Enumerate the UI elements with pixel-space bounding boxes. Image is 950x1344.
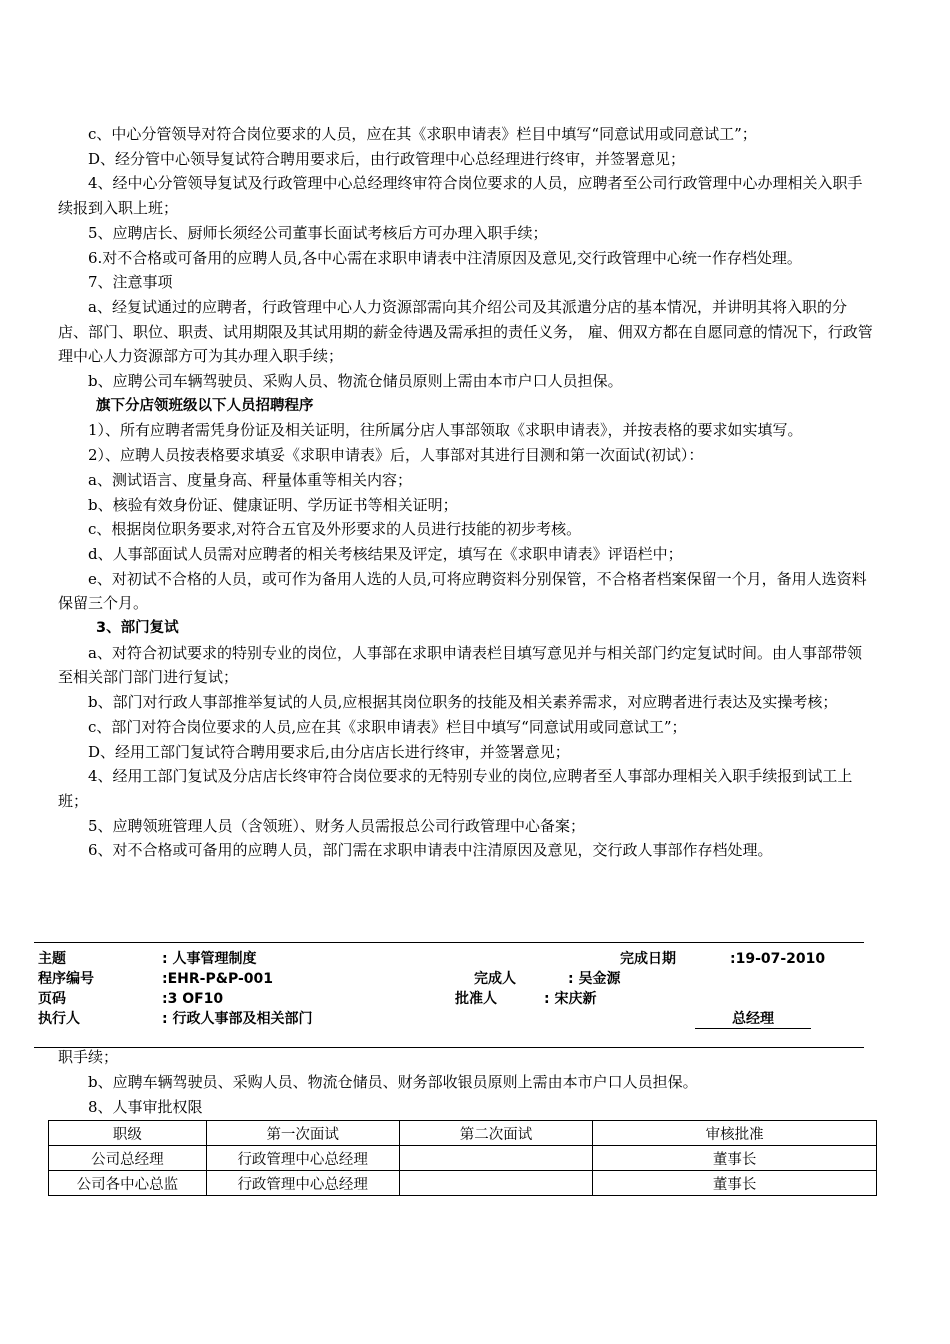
table-header-cell: 第一次面试: [206, 1121, 399, 1146]
page-label: 页码: [38, 991, 66, 1007]
table-row: [49, 1146, 877, 1171]
approver-label: 批准人: [455, 991, 497, 1007]
paragraph: c、中心分管领导对符合岗位要求的人员，应在其《求职申请表》栏目中填写“同意试用或同意试工”；: [88, 125, 757, 143]
paragraph: a、测试语言、度量身高、秤量体重等相关内容；: [88, 470, 412, 489]
approver-value: : 宋庆新: [544, 991, 597, 1007]
paragraph: 1）、所有应聘者需凭身份证及相关证明，往所属分店人事部领取《求职申请表》，并按表格的要求如实填写。: [88, 421, 803, 440]
table-cell: 行政管理中心总经理: [206, 1146, 399, 1171]
paragraph: 4、经用工部门复试及分店店长终审符合岗位要求的无特别专业的岗位,应聘者至人事部办理相关入职手续报到试工上班；: [58, 767, 853, 810]
author-label: 完成人: [474, 971, 516, 987]
paragraph: b、应聘公司车辆驾驶员、采购人员、物流仓储员原则上需由本市户口人员担保。: [88, 372, 623, 391]
section-heading: 3、部门复试: [96, 620, 179, 637]
table-header-row: [49, 1121, 877, 1146]
paragraph: a、经复试通过的应聘者，行政管理中心人力资源部需向其介绍公司及其派遣分店的基本情况，并讲明其将入职的分店、部门、职位、职责、试用期限及其试用期的薪金待遇及需承担的责任义务， 雇、佣双方都在自愿同意的情况下，行政管理中心人力资源部方可为其办理入职手续；: [58, 297, 873, 366]
approval-authority-table: [48, 1120, 877, 1196]
paragraph: 5、应聘店长、厨师长须经公司董事长面试考核后方可办理入职手续；: [88, 223, 548, 242]
paragraph: c、根据岗位职务要求,对符合五官及外形要求的人员进行技能的初步考核。: [88, 520, 582, 539]
paragraph: b、部门对行政人事部推举复试的人员,应根据其岗位职务的技能及相关素养需求，对应聘者进行表达及实操考核；: [88, 693, 838, 712]
paragraph: 6.对不合格或可备用的应聘人员,各中心需在求职申请表中注清原因及意见,交行政管理中心统一作存档处理。: [88, 248, 802, 267]
main-text: [58, 122, 876, 863]
date-label: 完成日期: [620, 951, 676, 967]
paragraph: e、对初试不合格的人员，或可作为备用人选的人员,可将应聘资料分别保管，不合格者档案保留一个月，备用人选资料保留三个月。: [58, 569, 867, 613]
table-cell: 董事长: [593, 1146, 877, 1171]
table-cell: 公司总经理: [49, 1146, 207, 1171]
executor-label: 执行人: [38, 1011, 80, 1027]
paragraph: b、核验有效身份证、健康证明、学历证书等相关证明；: [88, 495, 458, 514]
paragraph: 7、注意事项: [88, 273, 173, 292]
paragraph: 8、人事审批权限: [88, 1098, 203, 1116]
paragraph: 4、经中心分管领导复试及行政管理中心总经理终审符合岗位要求的人员，应聘者至公司行政管理中心办理相关入职手续报到入职上班；: [58, 174, 863, 218]
table-cell: [399, 1171, 593, 1196]
paragraph: D、经用工部门复试符合聘用要求后,由分店店长进行终审，并签署意见；: [88, 742, 570, 761]
table-cell: [399, 1146, 593, 1171]
table-header-cell: 审核批准: [593, 1121, 877, 1146]
table-header-cell: 职级: [49, 1121, 207, 1146]
paragraph: 6、对不合格或可备用的应聘人员，部门需在求职申请表中注清原因及意见，交行政人事部作存档处理。: [88, 841, 773, 860]
code-value: :EHR-P&P-001: [162, 971, 273, 987]
paragraph: 职手续；: [58, 1048, 119, 1066]
table-cell: 公司各中心总监: [49, 1171, 207, 1196]
paragraph: 2）、应聘人员按表格要求填妥《求职申请表》后，人事部对其进行目测和第一次面试(初试）：: [88, 446, 704, 465]
paragraph: d、人事部面试人员需对应聘者的相关考核结果及评定，填写在《求职申请表》评语栏中；: [88, 544, 683, 563]
page-value: :3 OF10: [162, 991, 224, 1007]
paragraph: c、部门对符合岗位要求的人员,应在其《求职申请表》栏目中填写“同意试用或同意试工”；: [88, 717, 687, 736]
paragraph: D、经分管中心领导复试符合聘用要求后，由行政管理中心总经理进行终审，并签署意见；: [88, 149, 686, 168]
paragraph: 5、应聘领班管理人员（含领班）、财务人员需报总公司行政管理中心备案；: [88, 816, 586, 835]
section-heading: 旗下分店领班级以下人员招聘程序: [96, 397, 314, 414]
code-label: 程序编号: [38, 971, 94, 987]
subject-label: 主题: [38, 951, 66, 967]
paragraph: b、应聘车辆驾驶员、采购人员、物流仓储员、财务部收银员原则上需由本市户口人员担保。: [88, 1073, 698, 1091]
table-cell: 董事长: [593, 1171, 877, 1196]
executor-value: : 行政人事部及相关部门: [162, 1011, 313, 1027]
table-header-cell: 第二次面试: [399, 1121, 593, 1146]
continuation-text: [58, 1045, 876, 1120]
subject-value: : 人事管理制度: [162, 951, 257, 967]
table-cell: 行政管理中心总经理: [206, 1171, 399, 1196]
table-row: [49, 1171, 877, 1196]
date-value: :19-07-2010: [730, 951, 826, 967]
paragraph: a、对符合初试要求的特别专业的岗位，人事部在求职申请表栏目填写意见并与相关部门约定复试时间。由人事部带领至相关部门部门进行复试；: [58, 643, 862, 687]
footer-top-divider: [34, 942, 864, 943]
signatory-title: 总经理: [695, 1010, 811, 1029]
author-value: : 吴金源: [568, 971, 621, 987]
